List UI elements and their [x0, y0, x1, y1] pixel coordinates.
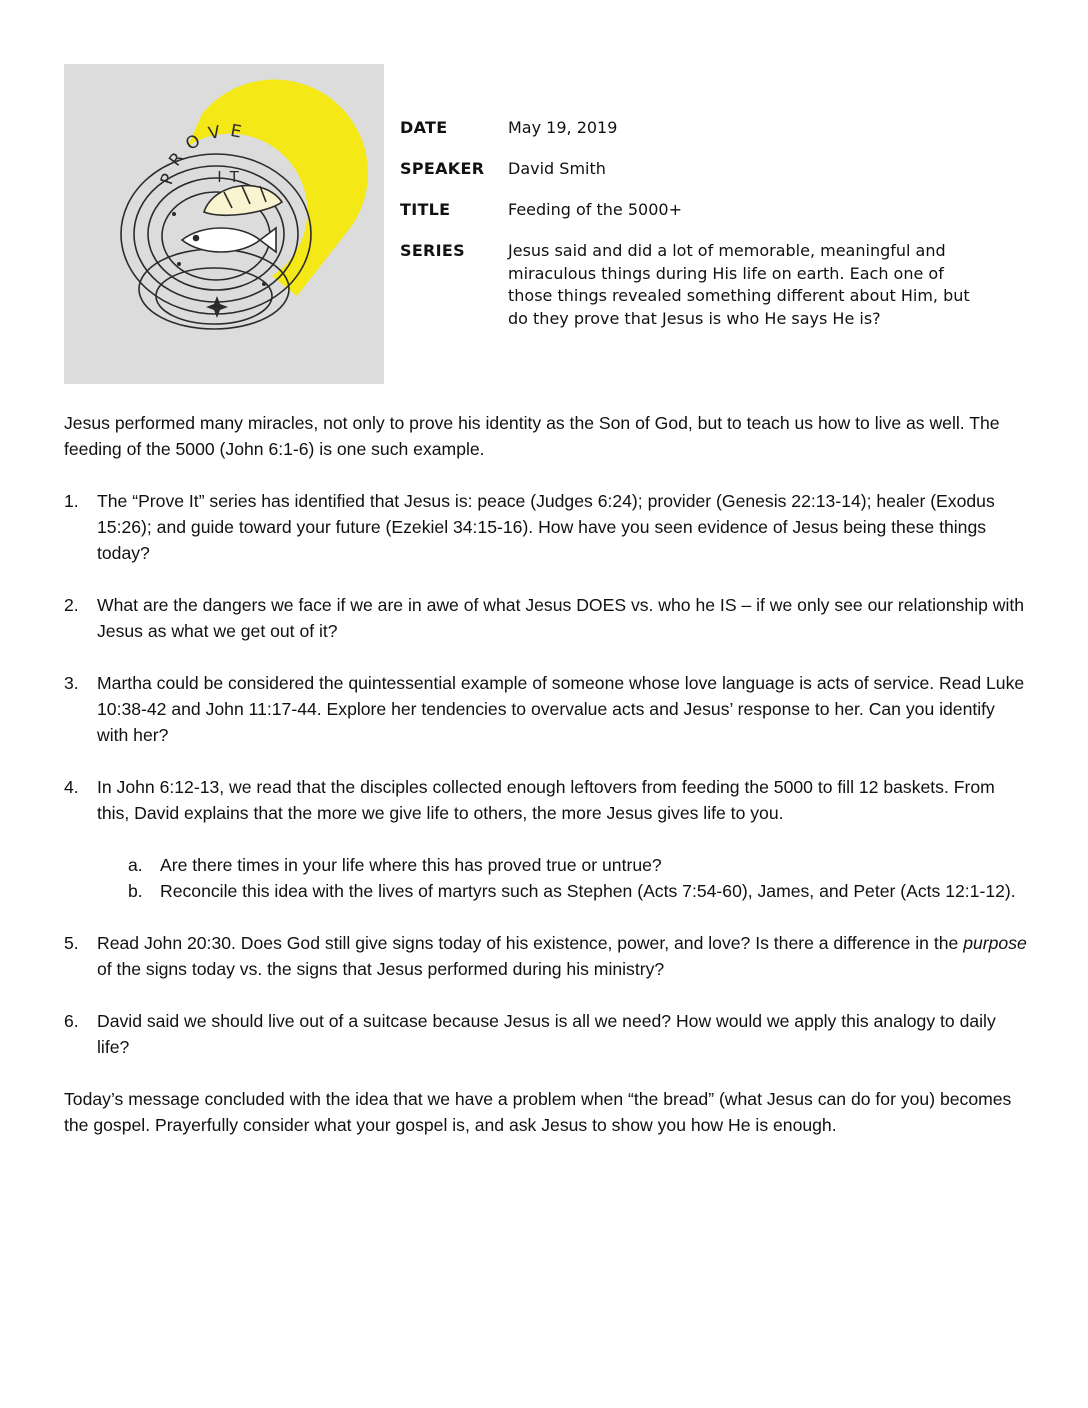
- question-text: In John 6:12-13, we read that the disciples collected enough leftovers from feeding the 5000 to fill 12 baskets. From this, David explains that the more we give life to others, the more Jesus gives life to you.: [97, 777, 995, 823]
- question-item: [64, 774, 1028, 904]
- question-number: 4.: [64, 777, 79, 797]
- question-text: David said we should live out of a suitcase because Jesus is all we need? How would we apply this analogy to daily life?: [97, 1011, 996, 1057]
- question-number: 5.: [64, 933, 79, 953]
- question-emphasis: purpose: [963, 933, 1027, 953]
- question-text: Martha could be considered the quintessential example of someone whose love language is acts of service. Read Luke 10:38-42 and John 11:17-44. Explore her tendencies to overvalue acts and Jesus’ response to her. Can you identify with her?: [97, 673, 1025, 745]
- logo-prove-text: PROVE: [156, 120, 252, 188]
- title-label: TITLE: [400, 200, 451, 219]
- series-description: Jesus said and did a lot of memorable, meaningful and miraculous things during His life on earth. Each one of those things revealed something different about Him, but do they prove that Jesus is who He says He is?: [508, 241, 970, 328]
- question-text: The “Prove It” series has identified that Jesus is: peace (Judges 6:24); provider (Genesis 22:13-14); healer (Exodus 15:26); and guide toward your future (Ezekiel 34:15-16). How have you seen evidence of Jesus being these things today?: [97, 491, 995, 563]
- date-value: May 19, 2019: [508, 118, 618, 137]
- date-label: DATE: [400, 118, 448, 137]
- speaker-row: [400, 158, 1020, 180]
- fish-icon: [182, 228, 276, 252]
- bread-icon: [204, 186, 282, 216]
- question-number: 3.: [64, 673, 79, 693]
- sub-question-text: Reconcile this idea with the lives of martyrs such as Stephen (Acts 7:54-60), James, and Peter (Acts 12:1-12).: [160, 881, 1016, 901]
- question-item: [64, 930, 1028, 982]
- series-label: SERIES: [400, 241, 465, 260]
- series-artwork: [64, 64, 384, 384]
- prove-it-logo: [64, 64, 384, 384]
- sub-question-text: Are there times in your life where this has proved true or untrue?: [160, 855, 662, 875]
- question-text-after: of the signs today vs. the signs that Jesus performed during his ministry?: [97, 959, 665, 979]
- question-number: 6.: [64, 1011, 79, 1031]
- question-item: [64, 488, 1028, 566]
- title-row: [400, 199, 1020, 221]
- title-value: Feeding of the 5000+: [508, 200, 682, 219]
- sub-question-item: [97, 852, 1028, 878]
- question-number: 2.: [64, 595, 79, 615]
- question-item: [64, 1008, 1028, 1060]
- question-text: What are the dangers we face if we are in awe of what Jesus DOES vs. who he IS – if we only see our relationship with Jesus as what we get out of it?: [97, 595, 1025, 641]
- date-row: [400, 117, 1020, 139]
- logo-it-text: IT: [217, 168, 247, 186]
- sub-question-letter: a.: [128, 855, 143, 875]
- sermon-metadata: [400, 117, 1020, 349]
- question-number: 1.: [64, 491, 79, 511]
- question-text-before: Read John 20:30. Does God still give signs today of his existence, power, and love? Is there a difference in the: [97, 933, 964, 953]
- intro-paragraph: Jesus performed many miracles, not only to prove his identity as the Son of God, but to teach us how to live as well. The feeding of the 5000 (John 6:1-6) is one such example.: [64, 413, 1000, 459]
- study-guide-body: [64, 410, 1028, 1138]
- question-list: [64, 488, 1028, 1060]
- sub-question-list: [97, 852, 1028, 904]
- sub-question-item: [97, 878, 1028, 904]
- speaker-label: SPEAKER: [400, 159, 485, 178]
- series-row: [400, 240, 1020, 330]
- closing-paragraph: Today’s message concluded with the idea that we have a problem when “the bread” (what Jesus can do for you) becomes the gospel. Prayerfully consider what your gospel is, and ask Jesus to show you how He is enough.: [64, 1089, 1012, 1135]
- speaker-value: David Smith: [508, 159, 606, 178]
- question-item: [64, 670, 1028, 748]
- question-item: [64, 592, 1028, 644]
- sub-question-letter: b.: [128, 881, 143, 901]
